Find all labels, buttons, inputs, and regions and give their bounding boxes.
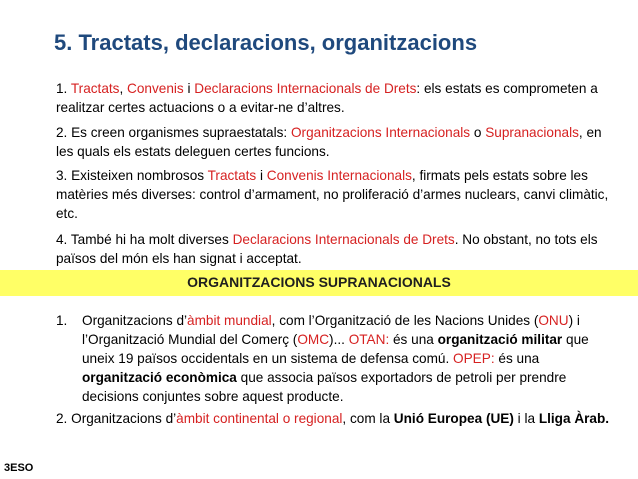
highlight-term: àmbit mundial [187,313,272,328]
bold-term: organització econòmica [82,370,237,385]
list-text: és una [494,351,540,366]
list-item-2 [56,409,616,428]
paragraph-text: 1. [56,81,71,96]
list-text: que associa països exportadors de petroli per prendre decisions conjuntes sobre aquest producte. [82,370,567,404]
highlight-term: OPEP: [453,351,495,366]
highlight-term: OMC [297,332,330,347]
list-text: és una [389,332,438,347]
highlight-term: Organitzacions Internacionals [290,125,471,140]
paragraph-3 [56,166,616,223]
paragraph-text: , [119,81,128,96]
paragraph-text: i [183,81,195,96]
list-text: ) i l’Organització Mundial del Comerç ( [82,313,580,347]
list-text: Organitzacions d’ [67,411,177,426]
list-text: Organitzacions d’ [82,313,188,328]
highlight-term: Tractats [70,81,120,96]
list-text: que uneix 19 països occidentals en un sistema de defensa comú. [82,332,589,366]
list-number-inline: 2. [56,411,68,426]
paragraph-2 [56,123,616,161]
highlight-term: àmbit continental o regional [176,411,343,426]
paragraph-text: i [256,168,267,183]
paragraph-text: 4. També hi ha molt diverses [56,232,233,247]
highlight-term: Convenis Internacionals [266,168,412,183]
paragraph-text: o [470,125,486,140]
list-text: , com la [342,411,394,426]
highlight-term: Supranacionals [485,125,579,140]
list-item-1 [56,311,616,406]
paragraph-4 [56,230,616,268]
list-text: i la [513,411,539,426]
bold-term: Unió Europea (UE) [393,411,514,426]
paragraph-text: : els estats es comprometen a realitzar certes actuacions o a evitar-ne d’altres. [56,81,598,115]
bold-term: organització militar [437,332,563,347]
footer-label: 3ESO [4,462,34,474]
list-text: , com l’Organització de les Nacions Unides ( [271,313,539,328]
paragraph-text: , en les quals els estats deleguen certes funcions. [56,125,602,159]
paragraph-text: . No obstant, no tots els països del món els han signat i acceptat. [56,232,598,266]
highlight-term: Declaracions Internacionals de Drets [232,232,455,247]
highlight-term: Declaracions Internacionals de Drets [194,81,417,96]
paragraph-text: 2. Es creen organismes supraestatals: [56,125,291,140]
section-title: ORGANITZACIONS SUPRANACIONALS [187,274,451,290]
page-title: 5. Tractats, declaracions, organitzacions [54,30,478,55]
paragraph-1 [56,79,616,117]
list-number: 1. [56,313,68,328]
highlight-term: ONU [538,313,569,328]
bold-term: Lliga Àrab. [538,411,610,426]
highlight-term: Convenis [127,81,184,96]
list-text: )... [329,332,349,347]
paragraph-text: 3. Existeixen nombrosos [56,168,208,183]
paragraph-text: , firmats pels estats sobre les matèries més diverses: control d’armament, no proliferació d’armes nuclears, canvi climàtic, etc. [56,168,609,221]
highlight-term: Tractats [207,168,257,183]
highlight-term: OTAN: [348,332,390,347]
